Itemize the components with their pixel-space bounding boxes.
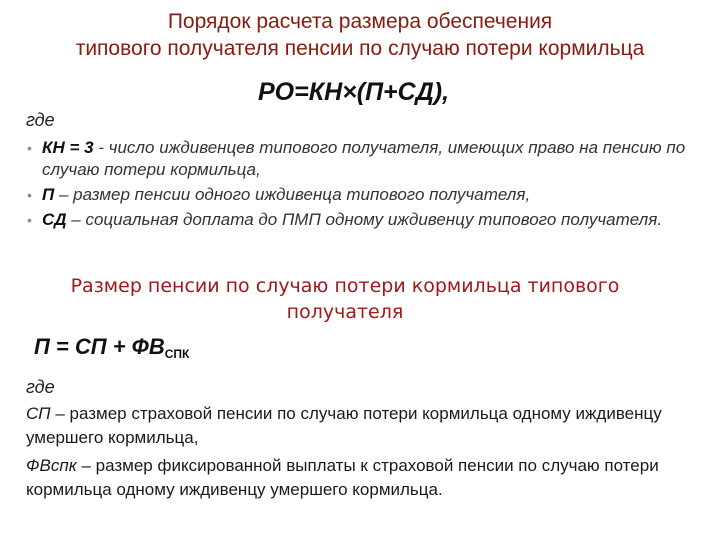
where-label-1: где <box>26 110 55 130</box>
title-line-2: типового получателя пенсии по случаю потери кормильца <box>75 37 645 60</box>
definition-item <box>26 402 706 450</box>
list-item <box>26 184 696 206</box>
section-subtitle <box>20 273 670 325</box>
pension-formula <box>34 334 189 361</box>
variable-term: П <box>42 185 55 204</box>
definition-text: – размер страховой пенсии по случаю потери кормильца одному иждивенцу умершего кормильца, <box>26 404 662 447</box>
bullet-icon: • <box>27 140 32 156</box>
main-formula: РО=КН×(П+СД), <box>258 78 450 106</box>
bullet-icon: • <box>27 212 32 228</box>
slide-title <box>0 8 720 62</box>
pension-formula-main: П = СП + ФВ <box>34 334 165 359</box>
bullet-icon: • <box>27 187 32 203</box>
where-label-2: где <box>26 377 55 397</box>
variable-description: – размер пенсии одного иждивенца типового получателя, <box>54 185 531 204</box>
list-item <box>26 137 696 181</box>
title-line-1: Порядок расчета размера обеспечения <box>167 10 553 33</box>
definition-term: СП <box>26 404 51 423</box>
subtitle-line-1: Размер пенсии по случаю потери кормильца типового <box>70 275 620 297</box>
subtitle-line-2: получателя <box>286 301 404 323</box>
definitions <box>26 402 706 506</box>
variable-description: - число иждивенцев типового получателя, имеющих право на пенсию по случаю потери кормильца, <box>42 138 686 179</box>
variable-list <box>26 137 696 234</box>
definition-text: – размер фиксированной выплаты к страховой пенсии по случаю потери кормильца одному иждивенцу умершего кормильца. <box>26 456 659 499</box>
variable-description: – социальная доплата до ПМП одному иждивенцу типового получателя. <box>66 210 663 229</box>
list-item <box>26 209 696 231</box>
pension-formula-subscript: СПК <box>164 347 190 361</box>
variable-term: КН = 3 <box>42 138 94 157</box>
variable-term: СД <box>42 210 67 229</box>
definition-item <box>26 454 706 502</box>
definition-term: ФВспк <box>26 456 77 475</box>
